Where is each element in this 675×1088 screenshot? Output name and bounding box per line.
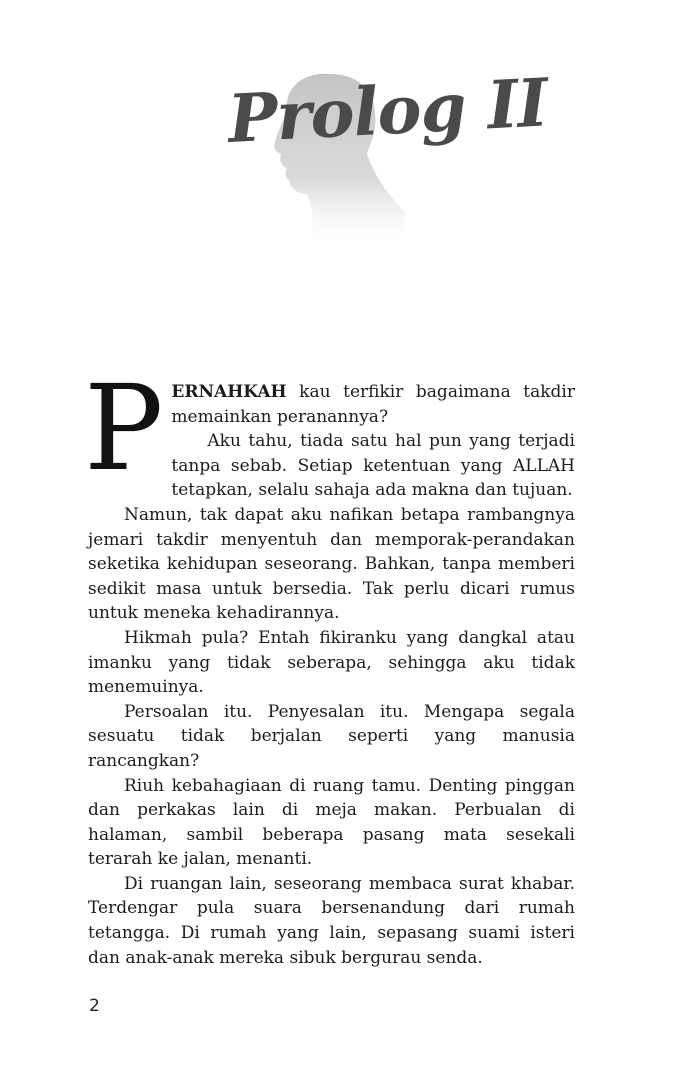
drop-cap: P xyxy=(84,359,164,497)
paragraph: Di ruangan lain, seseorang membaca surat khabar. Terdengar pula suara bersenandung dari rumah tetangga. Di rumah yang lain, sepasang suami isteri dan anak-anak mereka sibuk bergurau senda. xyxy=(88,873,575,968)
paragraph: Hikmah pula? Entah fikiranku yang dangkal atau imanku yang tidak seberapa, sehingga aku tidak menemuinya. xyxy=(88,627,575,698)
paragraph: Aku tahu, tiada satu hal pun yang terjadi tanpa sebab. Setiap ketentuan yang ALLAH tetapkan, selalu sahaja ada makna dan tujuan. xyxy=(171,431,575,501)
paragraph-text: kau terfikir bagaimana takdir memainkan peranannya? xyxy=(171,382,575,427)
paragraph: Persoalan itu. Penyesalan itu. Mengapa segala sesuatu tidak berjalan seperti yang manusia rancangkan? xyxy=(88,701,575,771)
paragraph: Riuh kebahagiaan di ruang tamu. Denting pinggan dan perkakas lain di meja makan. Perbualan di halaman, sambil beberapa pasang mata sesekali terarah ke jalan, menanti. xyxy=(88,775,575,870)
chapter-title: Prolog II xyxy=(225,63,549,158)
body-text xyxy=(84,359,575,970)
paragraph: Namun, tak dapat aku nafikan betapa rambangnya jemari takdir menyentuh dan memporak-perandakan seketika kehidupan seseorang. Bahkan, tanpa memberi sedikit masa untuk bersedia. Tak perlu dicari rumus untuk meneka kehadirannya. xyxy=(88,504,575,624)
page-number: 2 xyxy=(89,996,100,1016)
lead-word: ERNAHKAH xyxy=(171,382,287,402)
